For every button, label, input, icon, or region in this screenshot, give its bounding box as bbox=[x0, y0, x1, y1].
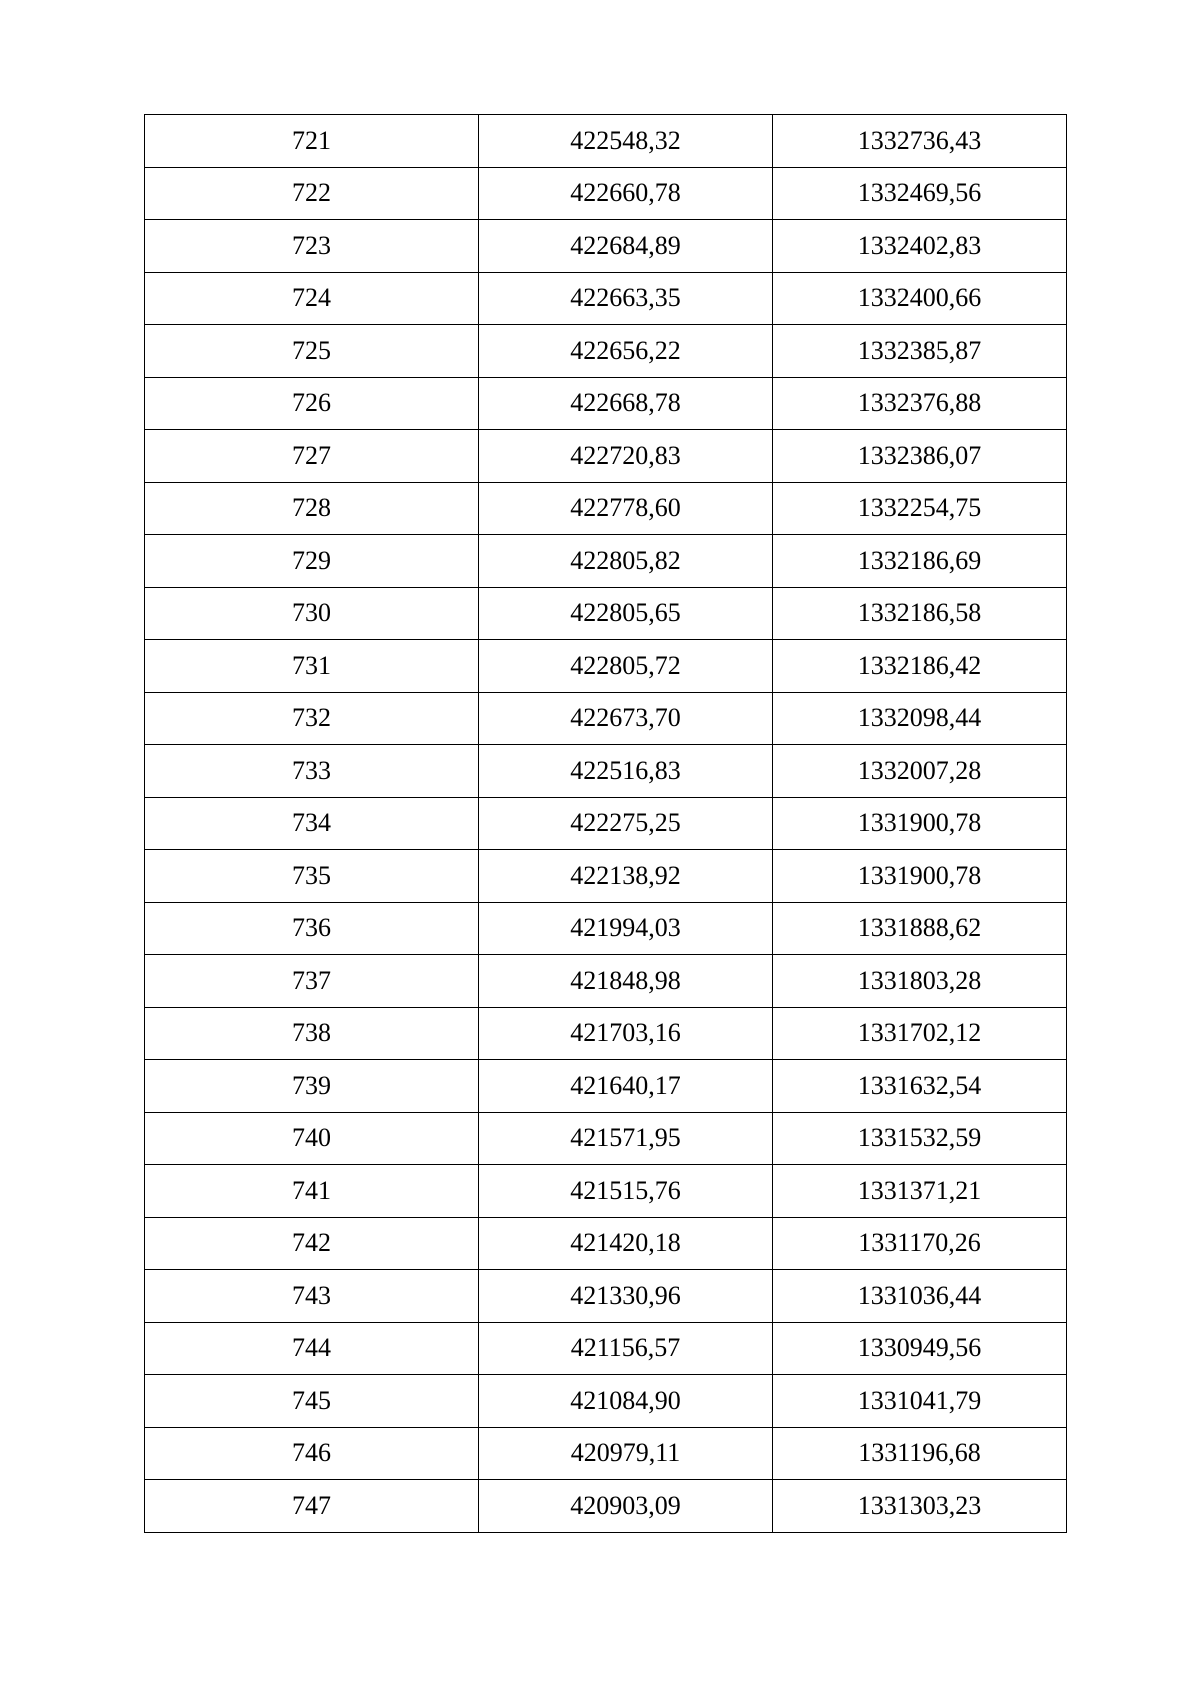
y-coordinate-cell: 1331702,12 bbox=[773, 1007, 1067, 1060]
point-number-cell: 730 bbox=[145, 587, 479, 640]
point-number-cell: 741 bbox=[145, 1165, 479, 1218]
table-row bbox=[145, 1480, 1067, 1533]
x-coordinate-cell: 422720,83 bbox=[479, 430, 773, 483]
x-coordinate-cell: 421515,76 bbox=[479, 1165, 773, 1218]
table-row bbox=[145, 377, 1067, 430]
x-coordinate-cell: 421994,03 bbox=[479, 902, 773, 955]
table-body bbox=[145, 115, 1067, 1533]
table-row bbox=[145, 1060, 1067, 1113]
table-row bbox=[145, 325, 1067, 378]
table-row bbox=[145, 1427, 1067, 1480]
table-row bbox=[145, 1322, 1067, 1375]
y-coordinate-cell: 1330949,56 bbox=[773, 1322, 1067, 1375]
y-coordinate-cell: 1331303,23 bbox=[773, 1480, 1067, 1533]
point-number-cell: 747 bbox=[145, 1480, 479, 1533]
y-coordinate-cell: 1332007,28 bbox=[773, 745, 1067, 798]
x-coordinate-cell: 422656,22 bbox=[479, 325, 773, 378]
x-coordinate-cell: 421156,57 bbox=[479, 1322, 773, 1375]
point-number-cell: 737 bbox=[145, 955, 479, 1008]
table-row bbox=[145, 167, 1067, 220]
x-coordinate-cell: 422778,60 bbox=[479, 482, 773, 535]
table-row bbox=[145, 115, 1067, 168]
y-coordinate-cell: 1332186,69 bbox=[773, 535, 1067, 588]
point-number-cell: 736 bbox=[145, 902, 479, 955]
point-number-cell: 746 bbox=[145, 1427, 479, 1480]
point-number-cell: 729 bbox=[145, 535, 479, 588]
x-coordinate-cell: 421703,16 bbox=[479, 1007, 773, 1060]
y-coordinate-cell: 1331888,62 bbox=[773, 902, 1067, 955]
table-row bbox=[145, 850, 1067, 903]
x-coordinate-cell: 421848,98 bbox=[479, 955, 773, 1008]
point-number-cell: 725 bbox=[145, 325, 479, 378]
y-coordinate-cell: 1331041,79 bbox=[773, 1375, 1067, 1428]
x-coordinate-cell: 422805,82 bbox=[479, 535, 773, 588]
point-number-cell: 726 bbox=[145, 377, 479, 430]
y-coordinate-cell: 1332186,58 bbox=[773, 587, 1067, 640]
table-row bbox=[145, 692, 1067, 745]
table-row bbox=[145, 1270, 1067, 1323]
coordinates-table bbox=[144, 114, 1067, 1533]
y-coordinate-cell: 1332386,07 bbox=[773, 430, 1067, 483]
table-row bbox=[145, 1007, 1067, 1060]
y-coordinate-cell: 1331196,68 bbox=[773, 1427, 1067, 1480]
x-coordinate-cell: 421571,95 bbox=[479, 1112, 773, 1165]
x-coordinate-cell: 422548,32 bbox=[479, 115, 773, 168]
x-coordinate-cell: 421640,17 bbox=[479, 1060, 773, 1113]
point-number-cell: 733 bbox=[145, 745, 479, 798]
point-number-cell: 724 bbox=[145, 272, 479, 325]
y-coordinate-cell: 1331803,28 bbox=[773, 955, 1067, 1008]
table-row bbox=[145, 1217, 1067, 1270]
x-coordinate-cell: 422805,72 bbox=[479, 640, 773, 693]
point-number-cell: 721 bbox=[145, 115, 479, 168]
y-coordinate-cell: 1331036,44 bbox=[773, 1270, 1067, 1323]
point-number-cell: 738 bbox=[145, 1007, 479, 1060]
x-coordinate-cell: 420903,09 bbox=[479, 1480, 773, 1533]
x-coordinate-cell: 422673,70 bbox=[479, 692, 773, 745]
point-number-cell: 742 bbox=[145, 1217, 479, 1270]
x-coordinate-cell: 422805,65 bbox=[479, 587, 773, 640]
point-number-cell: 728 bbox=[145, 482, 479, 535]
point-number-cell: 740 bbox=[145, 1112, 479, 1165]
x-coordinate-cell: 421084,90 bbox=[479, 1375, 773, 1428]
table-row bbox=[145, 902, 1067, 955]
x-coordinate-cell: 420979,11 bbox=[479, 1427, 773, 1480]
x-coordinate-cell: 422516,83 bbox=[479, 745, 773, 798]
x-coordinate-cell: 422275,25 bbox=[479, 797, 773, 850]
point-number-cell: 734 bbox=[145, 797, 479, 850]
table-row bbox=[145, 430, 1067, 483]
table-row bbox=[145, 1112, 1067, 1165]
y-coordinate-cell: 1332186,42 bbox=[773, 640, 1067, 693]
point-number-cell: 722 bbox=[145, 167, 479, 220]
y-coordinate-cell: 1332098,44 bbox=[773, 692, 1067, 745]
table-row bbox=[145, 220, 1067, 273]
y-coordinate-cell: 1332254,75 bbox=[773, 482, 1067, 535]
table-row bbox=[145, 797, 1067, 850]
x-coordinate-cell: 421420,18 bbox=[479, 1217, 773, 1270]
table-row bbox=[145, 1375, 1067, 1428]
y-coordinate-cell: 1332385,87 bbox=[773, 325, 1067, 378]
y-coordinate-cell: 1331632,54 bbox=[773, 1060, 1067, 1113]
table-row bbox=[145, 272, 1067, 325]
y-coordinate-cell: 1331900,78 bbox=[773, 797, 1067, 850]
table-row bbox=[145, 745, 1067, 798]
y-coordinate-cell: 1331170,26 bbox=[773, 1217, 1067, 1270]
point-number-cell: 727 bbox=[145, 430, 479, 483]
point-number-cell: 743 bbox=[145, 1270, 479, 1323]
y-coordinate-cell: 1332736,43 bbox=[773, 115, 1067, 168]
y-coordinate-cell: 1332402,83 bbox=[773, 220, 1067, 273]
point-number-cell: 744 bbox=[145, 1322, 479, 1375]
table-row bbox=[145, 1165, 1067, 1218]
x-coordinate-cell: 422684,89 bbox=[479, 220, 773, 273]
x-coordinate-cell: 422138,92 bbox=[479, 850, 773, 903]
y-coordinate-cell: 1332400,66 bbox=[773, 272, 1067, 325]
y-coordinate-cell: 1332376,88 bbox=[773, 377, 1067, 430]
point-number-cell: 723 bbox=[145, 220, 479, 273]
x-coordinate-cell: 421330,96 bbox=[479, 1270, 773, 1323]
y-coordinate-cell: 1331900,78 bbox=[773, 850, 1067, 903]
x-coordinate-cell: 422668,78 bbox=[479, 377, 773, 430]
table-row bbox=[145, 535, 1067, 588]
point-number-cell: 732 bbox=[145, 692, 479, 745]
table-row bbox=[145, 640, 1067, 693]
y-coordinate-cell: 1332469,56 bbox=[773, 167, 1067, 220]
y-coordinate-cell: 1331532,59 bbox=[773, 1112, 1067, 1165]
y-coordinate-cell: 1331371,21 bbox=[773, 1165, 1067, 1218]
point-number-cell: 735 bbox=[145, 850, 479, 903]
table-row bbox=[145, 955, 1067, 1008]
table-row bbox=[145, 482, 1067, 535]
table-row bbox=[145, 587, 1067, 640]
point-number-cell: 745 bbox=[145, 1375, 479, 1428]
point-number-cell: 731 bbox=[145, 640, 479, 693]
x-coordinate-cell: 422663,35 bbox=[479, 272, 773, 325]
point-number-cell: 739 bbox=[145, 1060, 479, 1113]
x-coordinate-cell: 422660,78 bbox=[479, 167, 773, 220]
